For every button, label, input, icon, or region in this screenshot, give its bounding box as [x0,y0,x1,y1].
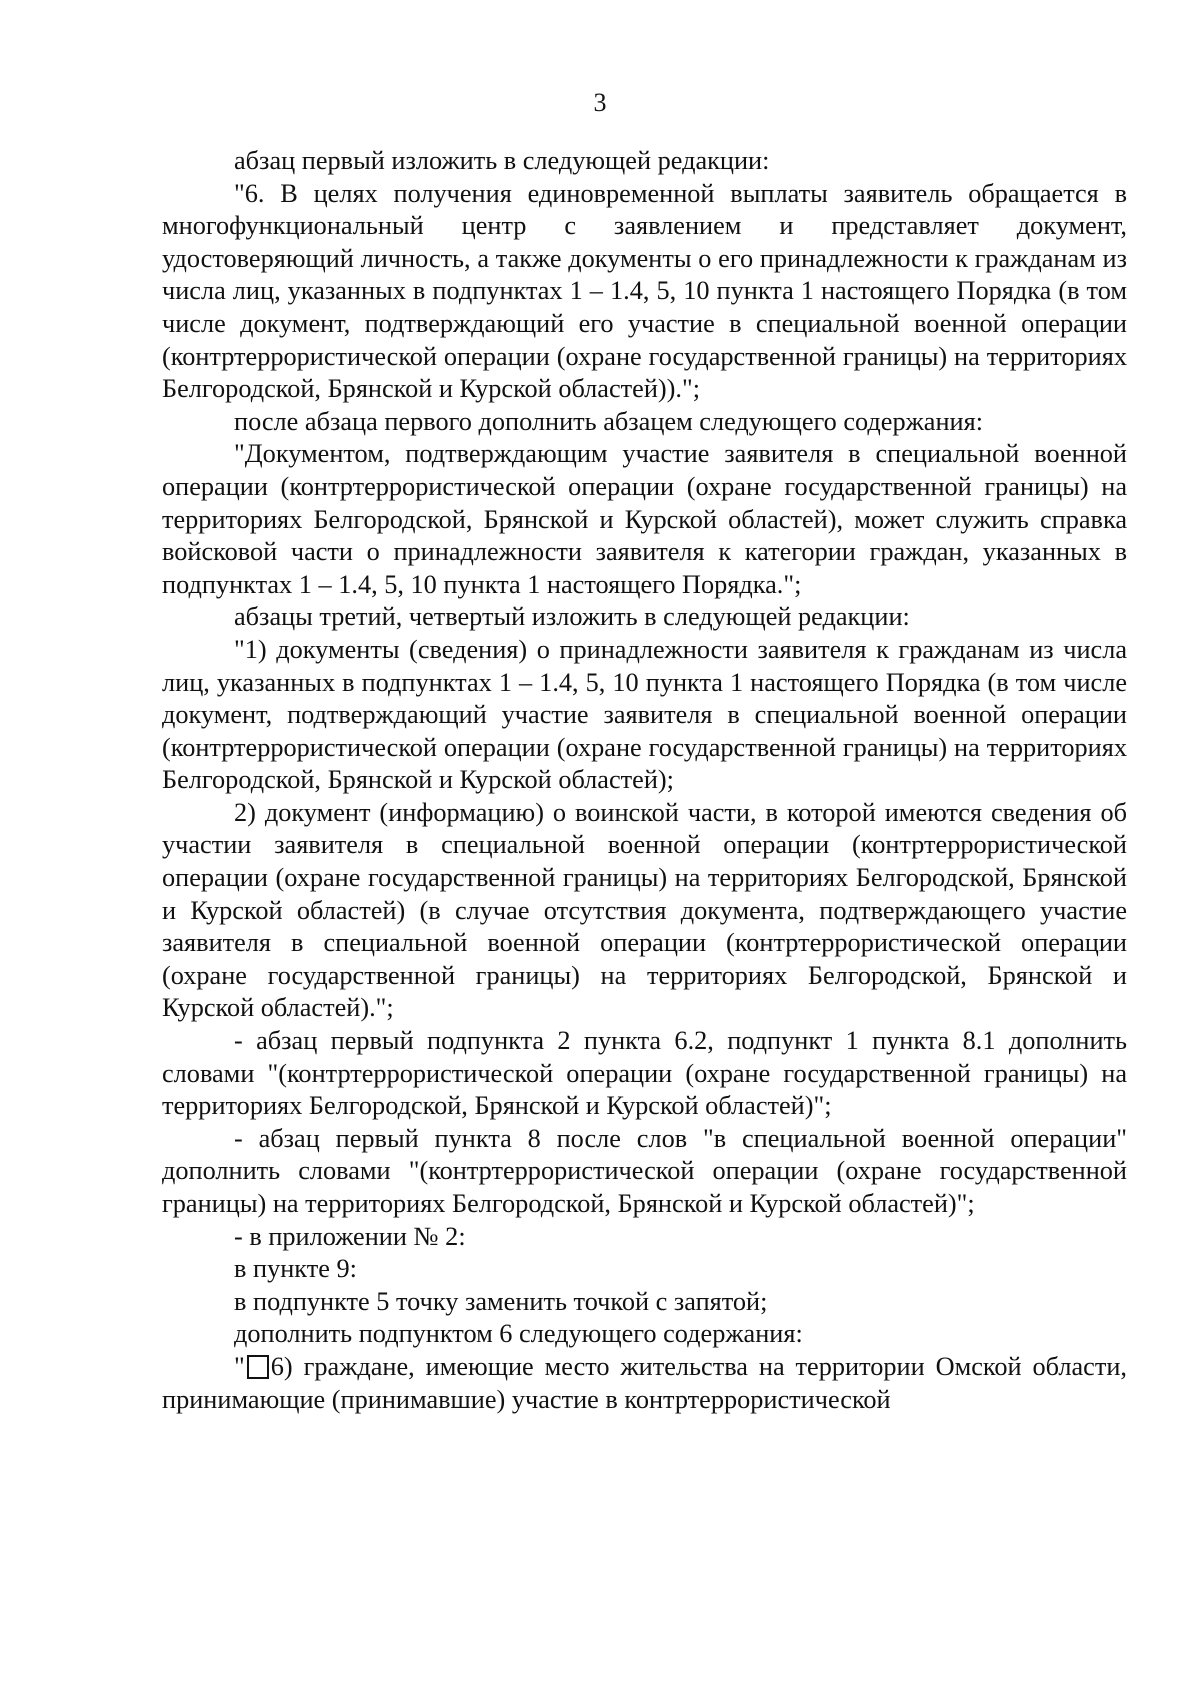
empty-square-icon [247,1355,269,1379]
paragraph: - в приложении № 2: [234,1221,466,1251]
paragraph: 2) документ (информацию) о воинской части, в которой имеются сведения об участии заявителя в специальной военной операции (контртеррористической операции (охране государственной границы) на территориях Белгородской, Брянской и Курской областей) (в случае отсутствия документа, подтверждающего участие заявителя в специальной военной операции (контртеррористической операции (охране государственной границы) на территориях Белгородской, Брянской и Курской областей)."; [162,797,1127,1023]
page-number: 3 [593,88,607,117]
paragraph: "Документом, подтверждающим участие заявителя в специальной военной операции (контртеррористической операции (охране государственной границы) на территориях Белгородской, Брянской и Курской областей), может служить справка войсковой части о принадлежности заявителя к категории граждан, указанных в подпунктах 1 – 1.4, 5, 10 пункта 1 настоящего Порядка."; [162,439,1127,599]
paragraph-last [162,1351,1127,1416]
paragraph: в пункте 9: [234,1254,357,1284]
paragraph-last-text: 6) граждане, имеющие место жительства на территории Омской области, принимающие (принимавшие) участие в контртеррористической [162,1351,1127,1414]
paragraph: дополнить подпунктом 6 следующего содержания: [234,1319,803,1349]
paragraph: в подпункте 5 точку заменить точкой с запятой; [234,1286,768,1316]
paragraph: абзац первый изложить в следующей редакции: [234,146,770,175]
paragraph: - абзац первый подпункта 2 пункта 6.2, подпункт 1 пункта 8.1 дополнить словами "(контртеррористической операции (охране государственной границы) на территориях Белгородской, Брянской и Курской областей)"; [162,1026,1127,1121]
paragraph: абзацы третий, четвертый изложить в следующей редакции: [234,602,910,632]
paragraph: "6. В целях получения единовременной выплаты заявитель обращается в многофункциональный центр с заявлением и представляет документ, удостоверяющий личность, а также документы о его принадлежности к гражданам из числа лиц, указанных в подпунктах 1 – 1.4, 5, 10 пункта 1 настоящего Порядка (в том числе документ, подтверждающий его участие в специальной военной операции (контртеррористической операции (охране государственной границы) на территориях Белгородской, Брянской и Курской областей))."; [162,178,1127,404]
paragraph: "1) документы (сведения) о принадлежности заявителя к гражданам из числа лиц, указанных в подпунктах 1 – 1.4, 5, 10 пункта 1 настоящего Порядка (в том числе документ, подтверждающий участие заявителя в специальной военной операции (контртеррористической операции (охране государственной границы) на территориях Белгородской, Брянской и Курской областей); [162,634,1127,795]
paragraph: после абзаца первого дополнить абзацем следующего содержания: [234,406,983,436]
open-quote: " [234,1351,245,1381]
document-body [162,145,1127,1416]
paragraph: - абзац первый пункта 8 после слов "в специальной военной операции" дополнить словами "(контртеррористической операции (охране государственной границы) на территориях Белгородской, Брянской и Курской областей)"; [162,1123,1127,1218]
